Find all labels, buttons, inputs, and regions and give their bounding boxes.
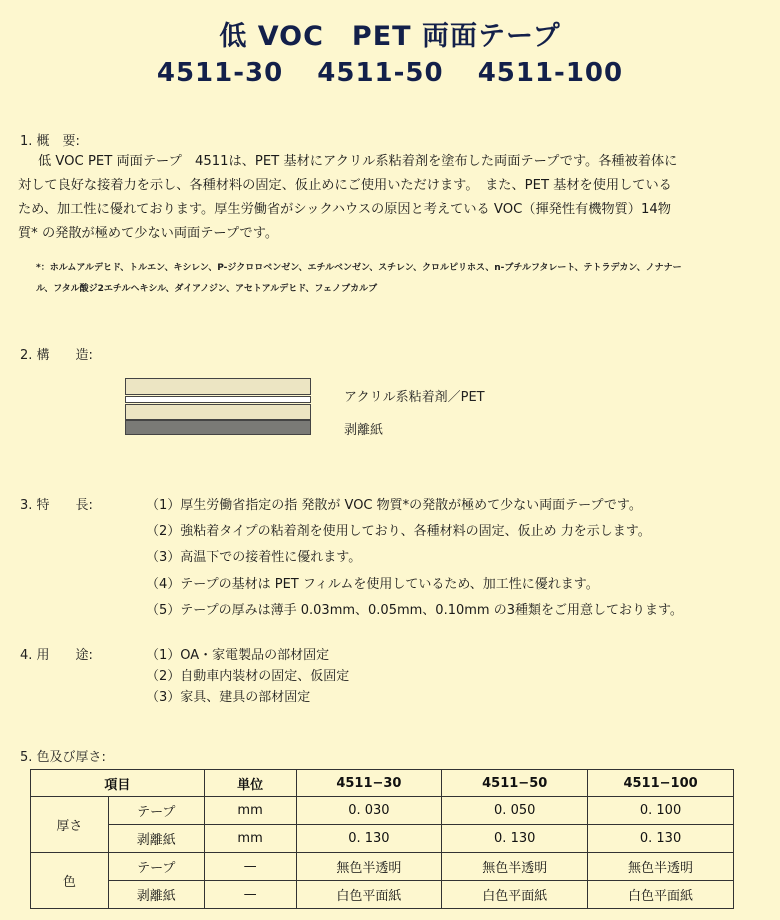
structure-layer-adhesive: [125, 404, 311, 420]
cell-value: 白色平面紙: [588, 881, 734, 909]
product-code: 4511-30: [156, 58, 284, 88]
overview-paragraph: [18, 150, 770, 246]
cell-value: 0. 130: [442, 825, 588, 853]
footnote-line: ル、フタル酸ジ2エチルヘキシル、ダイアノジン、アセトアルデヒド、フェノブカルブ: [36, 284, 378, 294]
row-label: 剥離紙: [108, 825, 204, 853]
cell-value: 0. 050: [442, 797, 588, 825]
header-product: 4511−100: [588, 770, 734, 797]
cell-value: 白色平面紙: [296, 881, 442, 909]
use-item: （2）自動車内装材の固定、仮固定: [146, 669, 350, 684]
feature-item: （4）テープの基材は PET フィルムを使用しているため、加工性に優れます。: [146, 577, 599, 592]
row-unit: mm: [204, 797, 296, 825]
header-product: 4511−30: [296, 770, 442, 797]
row-unit: —: [204, 881, 296, 909]
row-label: テープ: [108, 853, 204, 881]
row-unit: mm: [204, 825, 296, 853]
row-label: テープ: [108, 797, 204, 825]
overview-line: 低 VOC PET 両面テープ 4511は、PET 基材にアクリル系粘着剤を塗布した両面テープです。各種被着体に: [38, 154, 678, 169]
structure-layer-adhesive: [125, 378, 311, 395]
group-label-thickness: 厚さ: [31, 797, 109, 853]
structure-layer-liner: [125, 420, 311, 435]
feature-item: （2）強粘着タイプの粘着剤を使用しており、各種材料の固定、仮止め 力を示します。: [146, 524, 651, 539]
row-unit: —: [204, 853, 296, 881]
section-heading-structure: 2. 構 造:: [20, 348, 93, 363]
table-header-row: [31, 770, 734, 797]
table-row: [31, 797, 734, 825]
cell-value: 白色平面紙: [442, 881, 588, 909]
table-row: [31, 825, 734, 853]
feature-item: （5）テープの厚みは薄手 0.03mm、0.05mm、0.10mm の3種類をご用意しております。: [146, 603, 683, 618]
section-heading-uses: 4. 用 途:: [20, 648, 93, 663]
cell-value: 0. 130: [588, 825, 734, 853]
use-item: （1）OA・家電製品の部材固定: [146, 648, 330, 663]
cell-value: 無色半透明: [296, 853, 442, 881]
cell-value: 無色半透明: [588, 853, 734, 881]
structure-label-liner: 剥離紙: [344, 423, 384, 438]
table-row: [31, 881, 734, 909]
section-heading-features: 3. 特 長:: [20, 498, 93, 513]
header-unit: 単位: [204, 770, 296, 797]
header-item: 項目: [31, 770, 205, 797]
group-label-color: 色: [31, 853, 109, 909]
row-label: 剥離紙: [108, 881, 204, 909]
structure-label-adhesive: アクリル系粘着剤／PET: [344, 390, 485, 405]
page-title: 低 VOC PET 両面テープ: [219, 21, 561, 52]
feature-item: （3）高温下での接着性に優れます。: [146, 550, 362, 565]
feature-item: （1）厚生労働省指定の指 発散が VOC 物質*の発散が極めて少ない両面テープです。: [146, 498, 642, 513]
structure-layer-pet: [125, 396, 311, 403]
overview-line: 対して良好な接着力を示し、各種材料の固定、仮止めにご使用いただけます。 また、PET 基材を使用している: [18, 178, 672, 193]
voc-footnote: [36, 258, 770, 300]
spec-table: [30, 769, 734, 909]
table-row: [31, 853, 734, 881]
overview-line: 質* の発散が極めて少ない両面テープです。: [18, 226, 279, 241]
cell-value: 0. 130: [296, 825, 442, 853]
cell-value: 0. 030: [296, 797, 442, 825]
cell-value: 0. 100: [588, 797, 734, 825]
section-heading-overview: 1. 概 要:: [20, 134, 80, 149]
section-heading-color-thickness: 5. 色及び厚さ:: [20, 750, 106, 765]
cell-value: 無色半透明: [442, 853, 588, 881]
product-codes: [0, 58, 780, 88]
use-item: （3）家具、建具の部材固定: [146, 690, 311, 705]
product-code: 4511-50: [317, 58, 444, 88]
product-code: 4511-100: [477, 58, 624, 88]
overview-line: ため、加工性に優れております。厚生労働省がシックハウスの原因と考えている VOC（揮発性有機物質）14物: [18, 202, 671, 217]
header-product: 4511−50: [442, 770, 588, 797]
footnote-line: *：ホルムアルデヒド、トルエン、キシレン、P-ジクロロベンゼン、エチルベンゼン、スチレン、クロルピリホス、n-ブチルフタレート、テトラデカン、ノナナー: [36, 263, 682, 273]
